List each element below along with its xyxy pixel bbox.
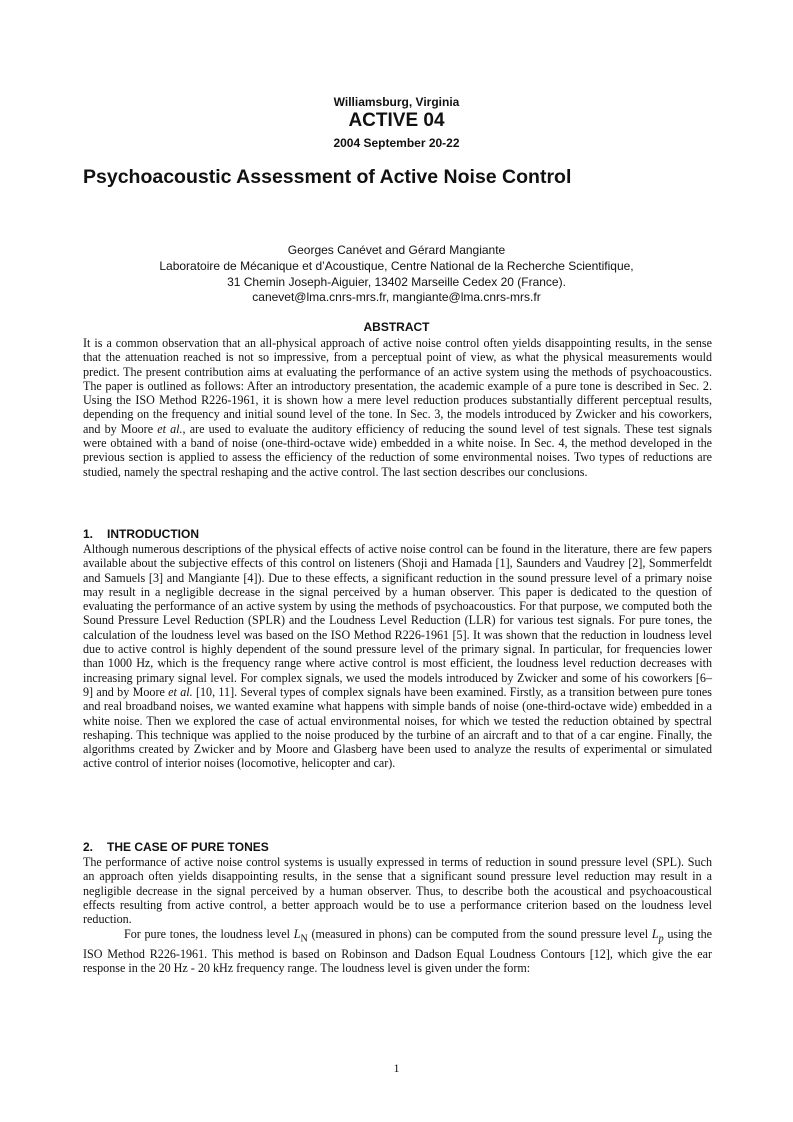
section-heading-pure-tones: 2. THE CASE OF PURE TONES xyxy=(83,840,269,854)
pure-tones-paragraph-1: The performance of active noise control systems is usually expressed in terms of reduction in sound pressure level (SPL). Such an approach often yields disappointing results, in the sense that a significant sound pressure level reduction may result in a negligible decrease in the signal perceived by a human observer. Thus, to describe both the acoustical and psychoacoustical effects resulting from active control, a better approach would be to use a performance criterion based on the loudness level reduction. xyxy=(83,855,712,927)
section-heading-introduction: 1. INTRODUCTION xyxy=(83,527,199,541)
conference-date: 2004 September 20-22 xyxy=(333,136,460,150)
author-address: 31 Chemin Joseph-Aiguier, 13402 Marseille Cedex 20 (France). xyxy=(227,275,566,289)
abstract-paragraph: It is a common observation that an all-physical approach of active noise control often yields disappointing results, in the sense that the attenuation reached is not so impressive, from a perceptual point of view, as what the physical measurements would predict. The present contribution aims at evaluating the performance of an active system using the methods of psychoacoustics. The paper is outlined as follows: After an introductory presentation, the academic example of a pure tone is described in Sec. 2. Using the ISO Method R226-1961, it is shown how a mere level reduction produces substantially different perceptual results, depending on the frequency and initial sound level of the tone. In Sec. 3, the models introduced by Zwicker and his coworkers, and by Moore et al., are used to evaluate the auditory efficiency of reducing the sound level of test signals. These test signals were obtained with a band of noise (one-third-octave wide) embedded in a white noise. In Sec. 4, the method developed in the previous section is applied to assess the efficiency of the reduction of some environmental noises. Two types of reductions are studied, namely the spectral reshaping and the active control. The last section describes our conclusions. xyxy=(83,336,713,479)
introduction-paragraph: Although numerous descriptions of the physical effects of active noise control can be found in the literature, there are few papers available about the subjective effects of this control on listeners (Shoji and Hamada [1], Saunders and Vaudrey [2], Sommerfeldt and Samuels [3] and Mangiante [4]). Due to these effects, a significant reduction in the sound pressure level of a primary noise may result in a negligible decrease in the signal perceived by a human observer. This paper is dedicated to the question of evaluating the performance of an active system by using the methods of psychoacoustics. For that purpose, we computed both the Sound Pressure Level Reduction (SPLR) and the Loudness Level Reduction (LLR) for various test signals. For pure tones, the calculation of the loudness level was based on the ISO Method R226-1961 [5]. It was shown that the reduction in loudness level due to active control is highly dependent of the sound pressure level of the primary signal. In particular, for frequencies lower than 1000 Hz, which is the frequency range where active control is most efficient, the loudness level reduction decreases with increasing primary signal level. For complex signals, we used the models introduced by Zwicker and some of his coworkers [6–9] and by Moore et al. [10, 11]. Several types of complex signals have been examined. Firstly, as a transition between pure tones and real broadband noises, we wanted examine what happens with simple bands of noise (one-third-octave wide) embedded in a white noise. Then we explored the case of actual environmental noises, for which we tested the reduction obtained by spectral reshaping. This technique was applied to the noise produced by the turbine of an aircraft and to that of a car engine. Finally, the algorithms created by Zwicker and by Moore and Glasberg have been used to analyze the results of experimental or simulated active control of interior noises (locomotive, helicopter and car). xyxy=(83,542,712,771)
author-emails: canevet@lma.cnrs-mrs.fr, mangiante@lma.cnrs-mrs.fr xyxy=(252,290,541,304)
author-names: Georges Canévet and Gérard Mangiante xyxy=(287,243,506,257)
pure-tones-paragraph-2: For pure tones, the loudness level $L_N$ (measured in phons) can be computed from the sound pressure level $L_p$ using the ISO Method R226-1961. This method is based on Robinson and Dadson Equal Loudness Contours [12], which give the ear response in the 20 Hz - 20 kHz frequency range. The loudness level is given under the form: xyxy=(83,927,713,975)
page-number: 1 xyxy=(393,1061,400,1075)
author-affiliation: Laboratoire de Mécanique et d’Acoustique, Centre National de la Recherche Scientifique, xyxy=(159,259,634,273)
conference-location: Williamsburg, Virginia xyxy=(333,95,460,109)
paper-title: Psychoacoustic Assessment of Active Noise Control xyxy=(83,166,572,188)
abstract-heading: ABSTRACT xyxy=(363,320,430,334)
conference-name: ACTIVE 04 xyxy=(348,110,445,131)
